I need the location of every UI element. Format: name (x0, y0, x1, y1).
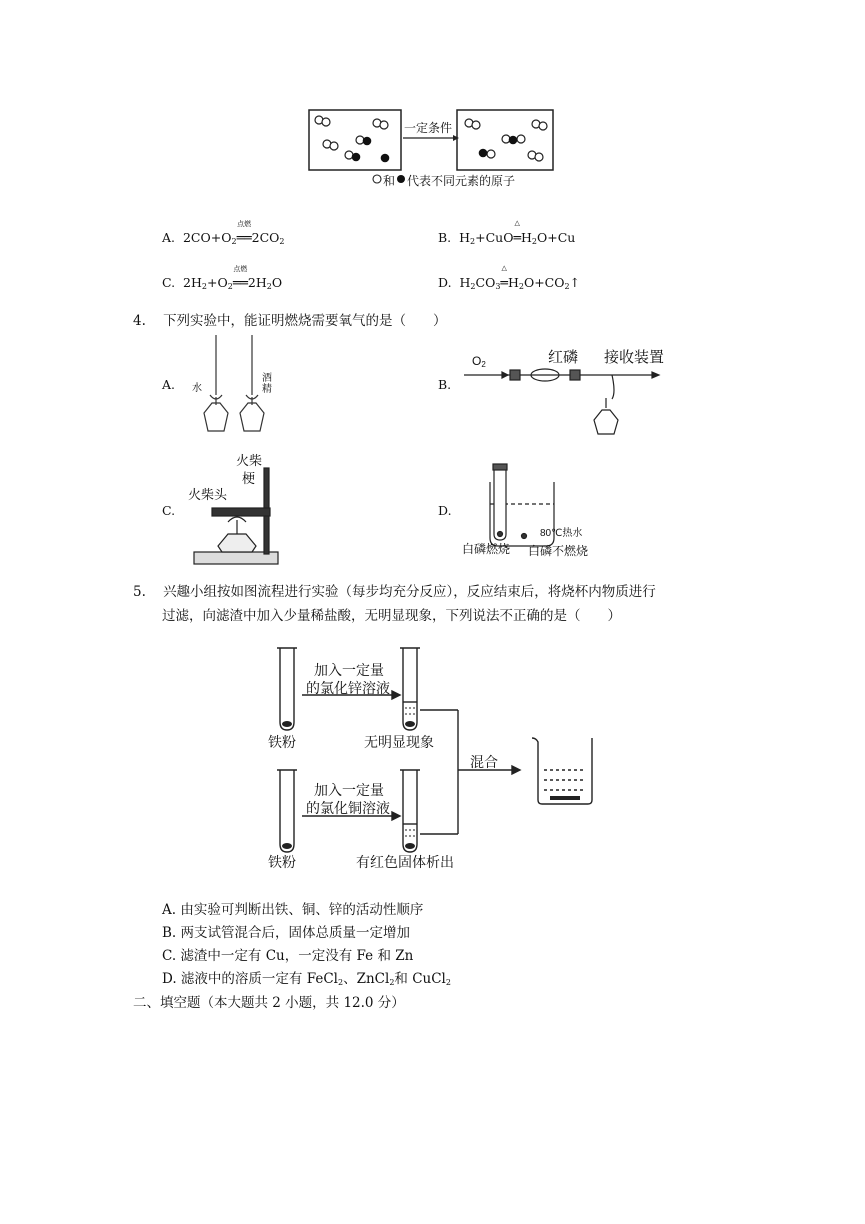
label-add-cucl2-a: 加入一定量 (314, 782, 384, 798)
q5-option-a: A. 由实验可判断出铁、铜、锌的活动性顺序 (162, 902, 424, 918)
section-2-heading: 二、填空题（本大题共 2 小题，共 12.0 分） (133, 995, 405, 1011)
label-white-burn: 白磷燃烧 (462, 542, 511, 556)
q5-option-d: D. 滤液中的溶质一定有 FeCl$_2$、ZnCl$_2$和 CuCl$_2$ (162, 971, 451, 987)
label-result-2: 有红色固体析出 (356, 854, 454, 870)
q4-option-a-letter: A. (162, 377, 176, 392)
q3-option-d: D. $H_2CO_3$ △ $═H_2O+CO_2↑$ (438, 264, 581, 291)
label-water: 水 (192, 383, 202, 394)
label-add-zncl2-b: 的氯化锌溶液 (306, 680, 390, 696)
label-alcohol: 酒精 (262, 373, 272, 395)
q4-stem: 4. 下列实验中，能证明燃烧需要氧气的是（ ） (133, 313, 447, 329)
label-iron-1: 铁粉 (268, 734, 296, 750)
q4-figure-c (188, 450, 298, 568)
q3-arrow-label: 一定条件 (404, 121, 453, 135)
q4-option-c-letter: C. (162, 503, 176, 518)
q5-option-c: C. 滤渣中一定有 Cu，一定没有 Fe 和 Zn (162, 948, 414, 964)
q5-option-b: B. 两支试管混合后，固体总质量一定增加 (162, 925, 411, 941)
q3-legend-and: 和 (383, 174, 396, 188)
q4-option-b-letter: B. (438, 377, 452, 392)
q3-option-b: B. $H_2+CuO$ △ $═H_2O+Cu$ (438, 219, 576, 246)
label-add-zncl2-a: 加入一定量 (314, 662, 384, 678)
q5-stem-line2: 过滤，向滤渣中加入少量稀盐酸，无明显现象，下列说法不正确的是（ ） (162, 608, 621, 624)
q4-figure-b (462, 342, 665, 437)
label-hot-water: 80℃热水 (540, 528, 583, 539)
q5-stem-line1: 5. 兴趣小组按如图流程进行实验（每步均充分反应），反应结束后，将烧杯内物质进行 (133, 584, 656, 600)
reaction-condition: 点燃 ══ (232, 265, 248, 290)
label-o2: $O_2$ (472, 354, 486, 369)
label-white-no: 白磷不燃烧 (528, 544, 589, 558)
q3-figure (305, 108, 565, 193)
label-mix: 混合 (470, 754, 498, 770)
label-receiver: 接收装置 (604, 349, 665, 366)
q3-option-c: C. $2H_2+O_2$ 点燃 $══2H_2O$ (162, 265, 283, 291)
q4-option-d-letter: D. (438, 503, 452, 518)
q4-figure-a (190, 333, 280, 438)
label-iron-2: 铁粉 (268, 854, 296, 870)
q4-figure-d (462, 462, 602, 562)
reaction-condition: △ ═ (513, 219, 521, 245)
q3-option-a: A. $2CO+O_2$ 点燃 $══2CO_2$ (162, 220, 285, 246)
label-match: 火柴 (236, 453, 263, 468)
q5-flow-figure (260, 640, 600, 880)
label-match-head: 火柴头 (188, 487, 228, 502)
label-red-phosphorus: 红磷 (548, 349, 579, 366)
q5-flow-diagram (260, 640, 600, 880)
label-add-cucl2-b: 的氯化铜溶液 (306, 800, 390, 816)
reaction-condition: △ ═ (500, 264, 508, 290)
label-match-stick: 梗 (242, 471, 256, 486)
q3-legend-text: 代表不同元素的原子 (407, 174, 516, 188)
label-result-1: 无明显现象 (364, 734, 434, 750)
reaction-condition: 点燃 ══ (236, 220, 252, 245)
